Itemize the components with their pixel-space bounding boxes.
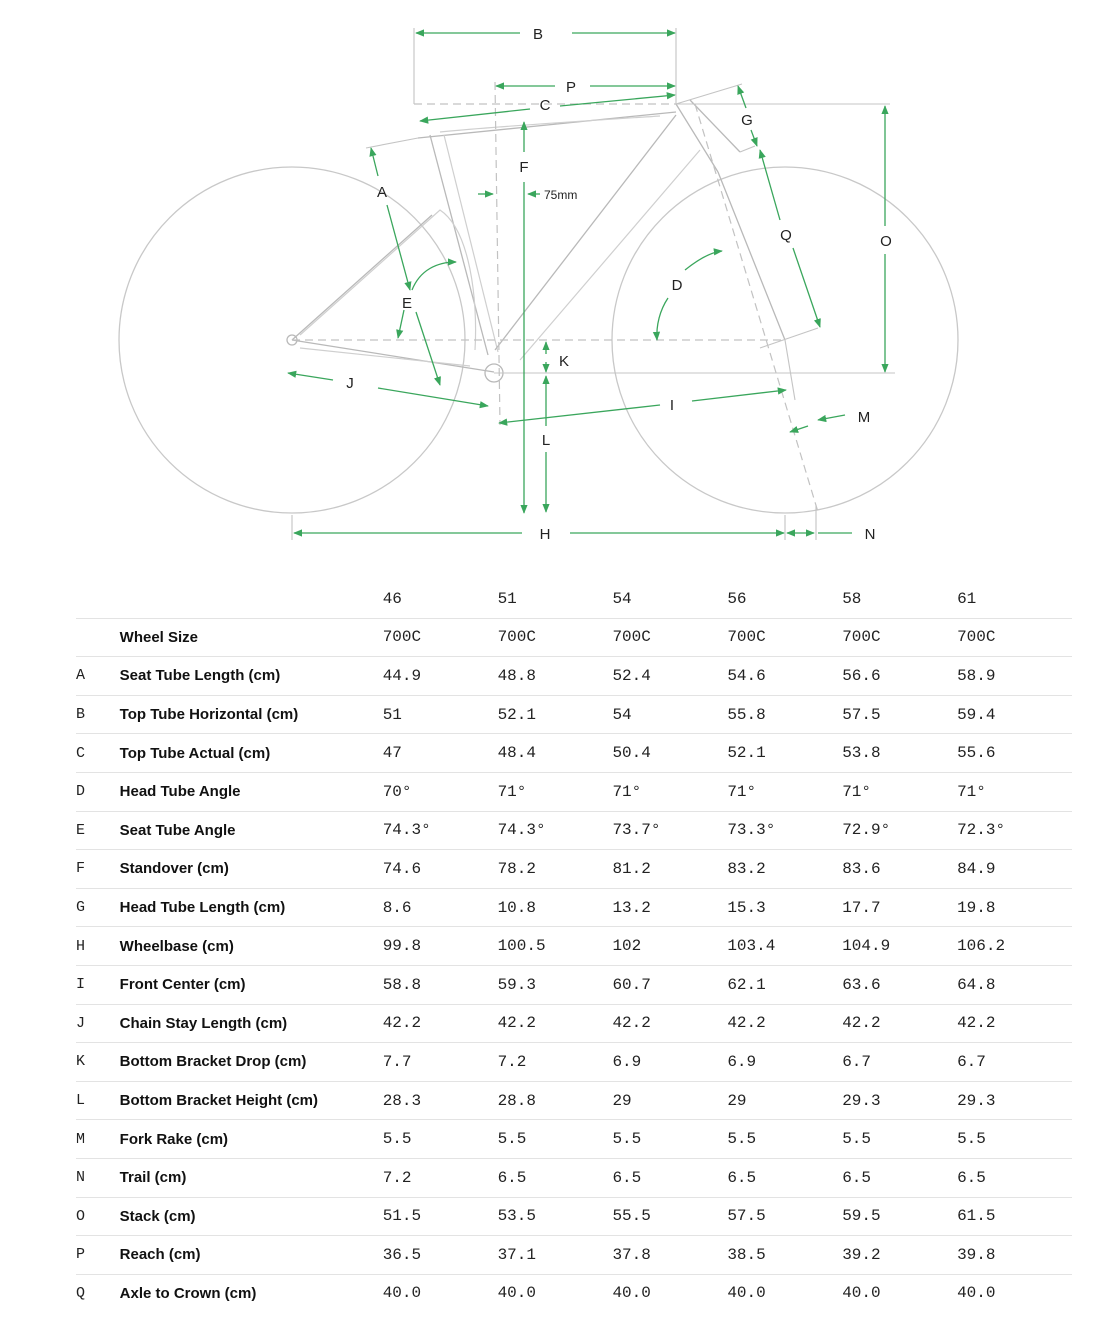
row-value: 71° — [957, 772, 1072, 811]
row-value: 700C — [842, 618, 957, 657]
row-value: 103.4 — [727, 927, 842, 966]
row-value: 29 — [612, 1081, 727, 1120]
row-value: 8.6 — [383, 888, 498, 927]
row-value: 72.9° — [842, 811, 957, 850]
row-value: 40.0 — [842, 1284, 881, 1303]
row-value: 29.3 — [957, 1081, 1072, 1120]
row-label: Wheel Size — [120, 618, 383, 657]
row-value: 83.2 — [727, 850, 842, 889]
table-row — [76, 888, 1072, 927]
row-label: Top Tube Horizontal (cm) — [120, 695, 383, 734]
row-label: Front Center (cm) — [120, 965, 383, 1004]
table-row — [76, 695, 1072, 734]
row-value: 29 — [727, 1081, 842, 1120]
row-letter: K — [76, 1043, 120, 1082]
row-value: 6.5 — [498, 1158, 613, 1197]
table-row — [76, 1274, 1072, 1312]
row-value: 63.6 — [842, 965, 957, 1004]
label-C: C — [539, 97, 551, 114]
row-value: 61.5 — [957, 1197, 1072, 1236]
row-label: Axle to Crown (cm) — [119, 1284, 257, 1302]
row-value: 59.5 — [842, 1197, 957, 1236]
label-G: G — [741, 112, 753, 129]
row-value: 54 — [612, 695, 727, 734]
row-letter: F — [76, 850, 120, 889]
row-value: 55.8 — [727, 695, 842, 734]
row-value: 700C — [383, 618, 498, 657]
row-label: Top Tube Actual (cm) — [120, 734, 383, 773]
row-value: 62.1 — [727, 965, 842, 1004]
row-value: 40.0 — [612, 1284, 651, 1303]
size-header: 51 — [498, 580, 613, 618]
row-letter: I — [76, 965, 120, 1004]
row-letter — [76, 618, 120, 657]
row-value: 5.5 — [957, 1120, 1072, 1159]
row-value: 83.6 — [842, 850, 957, 889]
row-value: 54.6 — [727, 657, 842, 696]
row-value: 47 — [383, 734, 498, 773]
row-value: 7.7 — [383, 1043, 498, 1082]
row-value: 84.9 — [957, 850, 1072, 889]
row-value: 72.3° — [957, 811, 1072, 850]
row-value: 6.5 — [842, 1158, 957, 1197]
geometry-table — [76, 580, 1072, 1312]
row-value: 40.0 — [957, 1284, 996, 1303]
row-value: 106.2 — [957, 927, 1072, 966]
row-value: 38.5 — [727, 1236, 842, 1275]
table-row — [76, 965, 1072, 1004]
row-value: 700C — [612, 618, 727, 657]
label-B: B — [532, 26, 544, 43]
row-value: 40.0 — [497, 1284, 536, 1303]
row-letter: G — [76, 888, 120, 927]
row-letter: D — [76, 772, 120, 811]
row-value: 55.6 — [957, 734, 1072, 773]
label-F: F — [519, 159, 529, 176]
row-label: Seat Tube Angle — [120, 811, 383, 850]
row-value: 58.8 — [383, 965, 498, 1004]
bike-geometry-diagram — [0, 0, 1102, 560]
row-value: 102 — [612, 927, 727, 966]
row-value: 44.9 — [383, 657, 498, 696]
row-value: 74.6 — [383, 850, 498, 889]
label-E: E — [401, 295, 413, 312]
label-P: P — [565, 79, 577, 96]
row-letter: J — [76, 1004, 120, 1043]
table-row — [76, 1081, 1072, 1120]
row-value: 52.4 — [612, 657, 727, 696]
label-L: L — [541, 432, 551, 449]
row-value: 5.5 — [842, 1120, 957, 1159]
table-row — [76, 772, 1072, 811]
row-letter: Q — [76, 1284, 86, 1302]
row-value: 71° — [612, 772, 727, 811]
row-value: 99.8 — [383, 927, 498, 966]
row-value: 42.2 — [727, 1004, 842, 1043]
table-row — [76, 734, 1072, 773]
row-value: 59.3 — [498, 965, 613, 1004]
row-value: 7.2 — [498, 1043, 613, 1082]
row-value: 28.3 — [383, 1081, 498, 1120]
row-value: 48.4 — [498, 734, 613, 773]
row-label: Wheelbase (cm) — [120, 927, 383, 966]
row-value: 6.5 — [727, 1158, 842, 1197]
row-value: 40.0 — [727, 1284, 766, 1303]
row-value: 42.2 — [383, 1004, 498, 1043]
label-A: A — [376, 184, 388, 201]
row-value: 81.2 — [612, 850, 727, 889]
row-value: 58.9 — [957, 657, 1072, 696]
row-letter: N — [76, 1158, 120, 1197]
row-value: 29.3 — [842, 1081, 957, 1120]
size-header: 46 — [383, 580, 498, 618]
table-row — [76, 657, 1072, 696]
label-75mm: 75mm — [544, 188, 578, 202]
geometry-table-body — [76, 618, 1072, 1312]
row-letter: L — [76, 1081, 120, 1120]
row-value: 57.5 — [842, 695, 957, 734]
label-I: I — [669, 397, 675, 414]
row-value: 51.5 — [383, 1197, 498, 1236]
table-row — [76, 927, 1072, 966]
row-value: 53.5 — [498, 1197, 613, 1236]
row-label: Reach (cm) — [120, 1236, 383, 1275]
row-value: 51 — [383, 695, 498, 734]
row-value: 42.2 — [957, 1004, 1072, 1043]
row-label: Trail (cm) — [120, 1158, 383, 1197]
row-value: 55.5 — [612, 1197, 727, 1236]
label-Q: Q — [780, 227, 792, 244]
table-row — [76, 811, 1072, 850]
row-value: 700C — [727, 618, 842, 657]
row-letter: E — [76, 811, 120, 850]
size-header: 58 — [842, 580, 957, 618]
row-value: 37.1 — [498, 1236, 613, 1275]
row-value: 100.5 — [498, 927, 613, 966]
row-value: 6.7 — [842, 1043, 957, 1082]
row-value: 52.1 — [498, 695, 613, 734]
row-letter: M — [76, 1120, 120, 1159]
row-value: 73.3° — [727, 811, 842, 850]
table-row — [76, 618, 1072, 657]
label-O: O — [880, 233, 892, 250]
row-value: 5.5 — [727, 1120, 842, 1159]
row-letter: H — [76, 927, 120, 966]
row-value: 6.5 — [957, 1158, 1072, 1197]
row-value: 50.4 — [612, 734, 727, 773]
row-value: 60.7 — [612, 965, 727, 1004]
row-label: Chain Stay Length (cm) — [120, 1004, 383, 1043]
row-value: 28.8 — [498, 1081, 613, 1120]
row-value: 57.5 — [727, 1197, 842, 1236]
label-N: N — [864, 526, 876, 543]
label-J: J — [346, 375, 354, 392]
row-value: 73.7° — [612, 811, 727, 850]
row-letter: B — [76, 695, 120, 734]
row-value: 37.8 — [612, 1236, 727, 1275]
row-value: 74.3° — [383, 811, 498, 850]
row-value: 5.5 — [383, 1120, 498, 1159]
row-value: 10.8 — [498, 888, 613, 927]
size-header: 61 — [957, 580, 1072, 618]
row-value: 56.6 — [842, 657, 957, 696]
size-header: 54 — [612, 580, 727, 618]
row-value: 7.2 — [383, 1158, 498, 1197]
table-row — [76, 1004, 1072, 1043]
row-value: 64.8 — [957, 965, 1072, 1004]
row-value: 39.8 — [957, 1236, 1072, 1275]
row-value: 42.2 — [612, 1004, 727, 1043]
row-value: 104.9 — [842, 927, 957, 966]
label-D: D — [671, 277, 683, 294]
row-value: 700C — [498, 618, 613, 657]
row-value: 15.3 — [727, 888, 842, 927]
row-value: 6.5 — [612, 1158, 727, 1197]
size-header-row — [76, 580, 1072, 618]
row-value: 6.7 — [957, 1043, 1072, 1082]
row-letter: O — [76, 1197, 120, 1236]
table-row — [76, 1043, 1072, 1082]
row-value: 700C — [957, 618, 1072, 657]
table-row — [76, 1236, 1072, 1275]
bike-frame — [287, 28, 895, 540]
size-header: 56 — [727, 580, 842, 618]
row-value: 5.5 — [498, 1120, 613, 1159]
row-value: 40.0 — [382, 1284, 422, 1303]
row-value: 39.2 — [842, 1236, 957, 1275]
row-value: 42.2 — [842, 1004, 957, 1043]
label-K: K — [558, 353, 570, 370]
row-value: 6.9 — [727, 1043, 842, 1082]
label-H: H — [539, 526, 551, 543]
row-label: Head Tube Angle — [120, 772, 383, 811]
row-value: 42.2 — [498, 1004, 613, 1043]
row-label: Fork Rake (cm) — [120, 1120, 383, 1159]
row-value: 19.8 — [957, 888, 1072, 927]
row-label: Head Tube Length (cm) — [120, 888, 383, 927]
table-row — [76, 1120, 1072, 1159]
row-value: 71° — [842, 772, 957, 811]
row-value: 74.3° — [498, 811, 613, 850]
row-label: Stack (cm) — [120, 1197, 383, 1236]
row-value: 48.8 — [498, 657, 613, 696]
label-M: M — [857, 409, 871, 426]
row-value: 70° — [383, 772, 498, 811]
row-value: 52.1 — [727, 734, 842, 773]
header-label-cell — [120, 580, 383, 618]
row-value: 71° — [498, 772, 613, 811]
row-label: Seat Tube Length (cm) — [120, 657, 383, 696]
row-value: 53.8 — [842, 734, 957, 773]
row-label: Bottom Bracket Drop (cm) — [120, 1043, 383, 1082]
row-letter: C — [76, 734, 120, 773]
row-letter: P — [76, 1236, 120, 1275]
row-value: 13.2 — [612, 888, 727, 927]
row-value: 17.7 — [842, 888, 957, 927]
row-label: Standover (cm) — [120, 850, 383, 889]
row-value: 6.9 — [612, 1043, 727, 1082]
row-value: 36.5 — [383, 1236, 498, 1275]
row-value: 78.2 — [498, 850, 613, 889]
header-letter-cell — [76, 580, 120, 618]
row-value: 71° — [727, 772, 842, 811]
row-value: 5.5 — [612, 1120, 727, 1159]
table-row — [76, 1158, 1072, 1197]
row-letter: A — [76, 657, 120, 696]
table-row — [76, 850, 1072, 889]
table-row — [76, 1197, 1072, 1236]
row-value: 59.4 — [957, 695, 1072, 734]
row-label: Bottom Bracket Height (cm) — [120, 1081, 383, 1120]
